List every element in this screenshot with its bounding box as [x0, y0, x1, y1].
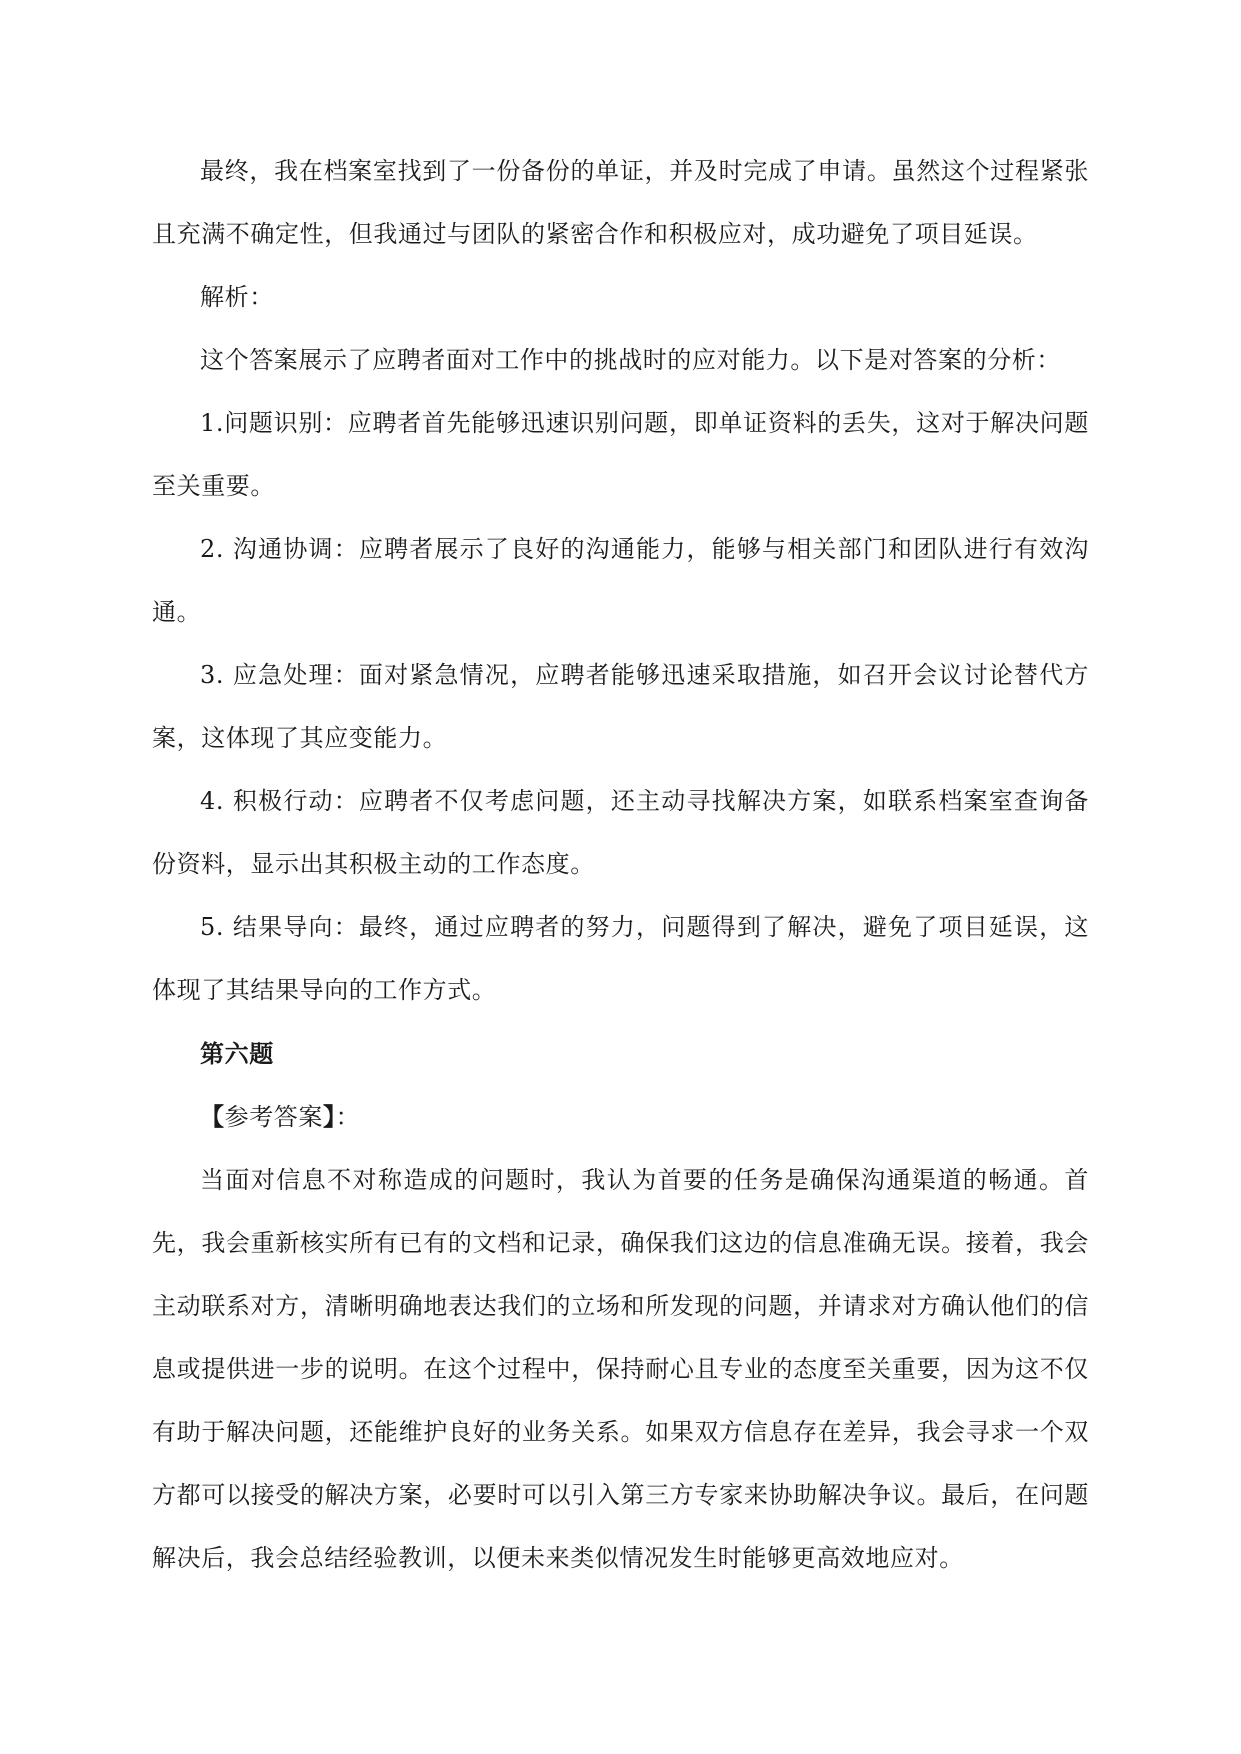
paragraph-point-4: 4. 积极行动：应聘者不仅考虑问题，还主动寻找解决方案，如联系档案室查询备份资料，显示出其积极主动的工作态度。	[152, 787, 1089, 878]
document-page	[152, 140, 1089, 1590]
section-title: 第六题	[200, 1039, 274, 1068]
paragraph-point-2: 2. 沟通协调：应聘者展示了良好的沟通能力，能够与相关部门和团队进行有效沟通。	[152, 535, 1089, 626]
paragraph-point-1: 1.问题识别：应聘者首先能够迅速识别问题，即单证资料的丢失，这对于解决问题至关重要。	[152, 409, 1089, 500]
answer-paragraph: 当面对信息不对称造成的问题时，我认为首要的任务是确保沟通渠道的畅通。首先，我会重新核实所有已有的文档和记录，确保我们这边的信息准确无误。接着，我会主动联系对方，清晰明确地表达我们的立场和所发现的问题，并请求对方确认他们的信息或提供进一步的说明。在这个过程中，保持耐心且专业的态度至关重要，因为这不仅有助于解决问题，还能维护良好的业务关系。如果双方信息存在差异，我会寻求一个双方都可以接受的解决方案，必要时可以引入第三方专家来协助解决争议。最后，在问题解决后，我会总结经验教训，以便未来类似情况发生时能够更高效地应对。	[152, 1166, 1089, 1572]
paragraph-analysis-intro: 这个答案展示了应聘者面对工作中的挑战时的应对能力。以下是对答案的分析：	[200, 346, 1061, 374]
paragraph-point-5: 5. 结果导向：最终，通过应聘者的努力，问题得到了解决，避免了项目延误，这体现了其结果导向的工作方式。	[152, 913, 1089, 1004]
answer-label-open: 【	[200, 1102, 225, 1131]
answer-label-text: 参考答案	[224, 1103, 324, 1131]
paragraph-outcome: 最终，我在档案室找到了一份备份的单证，并及时完成了申请。虽然这个过程紧张且充满不确定性，但我通过与团队的紧密合作和积极应对，成功避免了项目延误。	[152, 157, 1089, 248]
paragraph-analysis-label: 解析：	[200, 283, 274, 311]
paragraph-point-3: 3. 应急处理：面对紧急情况，应聘者能够迅速采取措施，如召开会议讨论替代方案，这体现了其应变能力。	[152, 661, 1089, 752]
answer-label	[152, 1085, 1089, 1149]
answer-label-close: 】	[323, 1102, 336, 1131]
answer-label-suffix: ：	[335, 1103, 361, 1131]
